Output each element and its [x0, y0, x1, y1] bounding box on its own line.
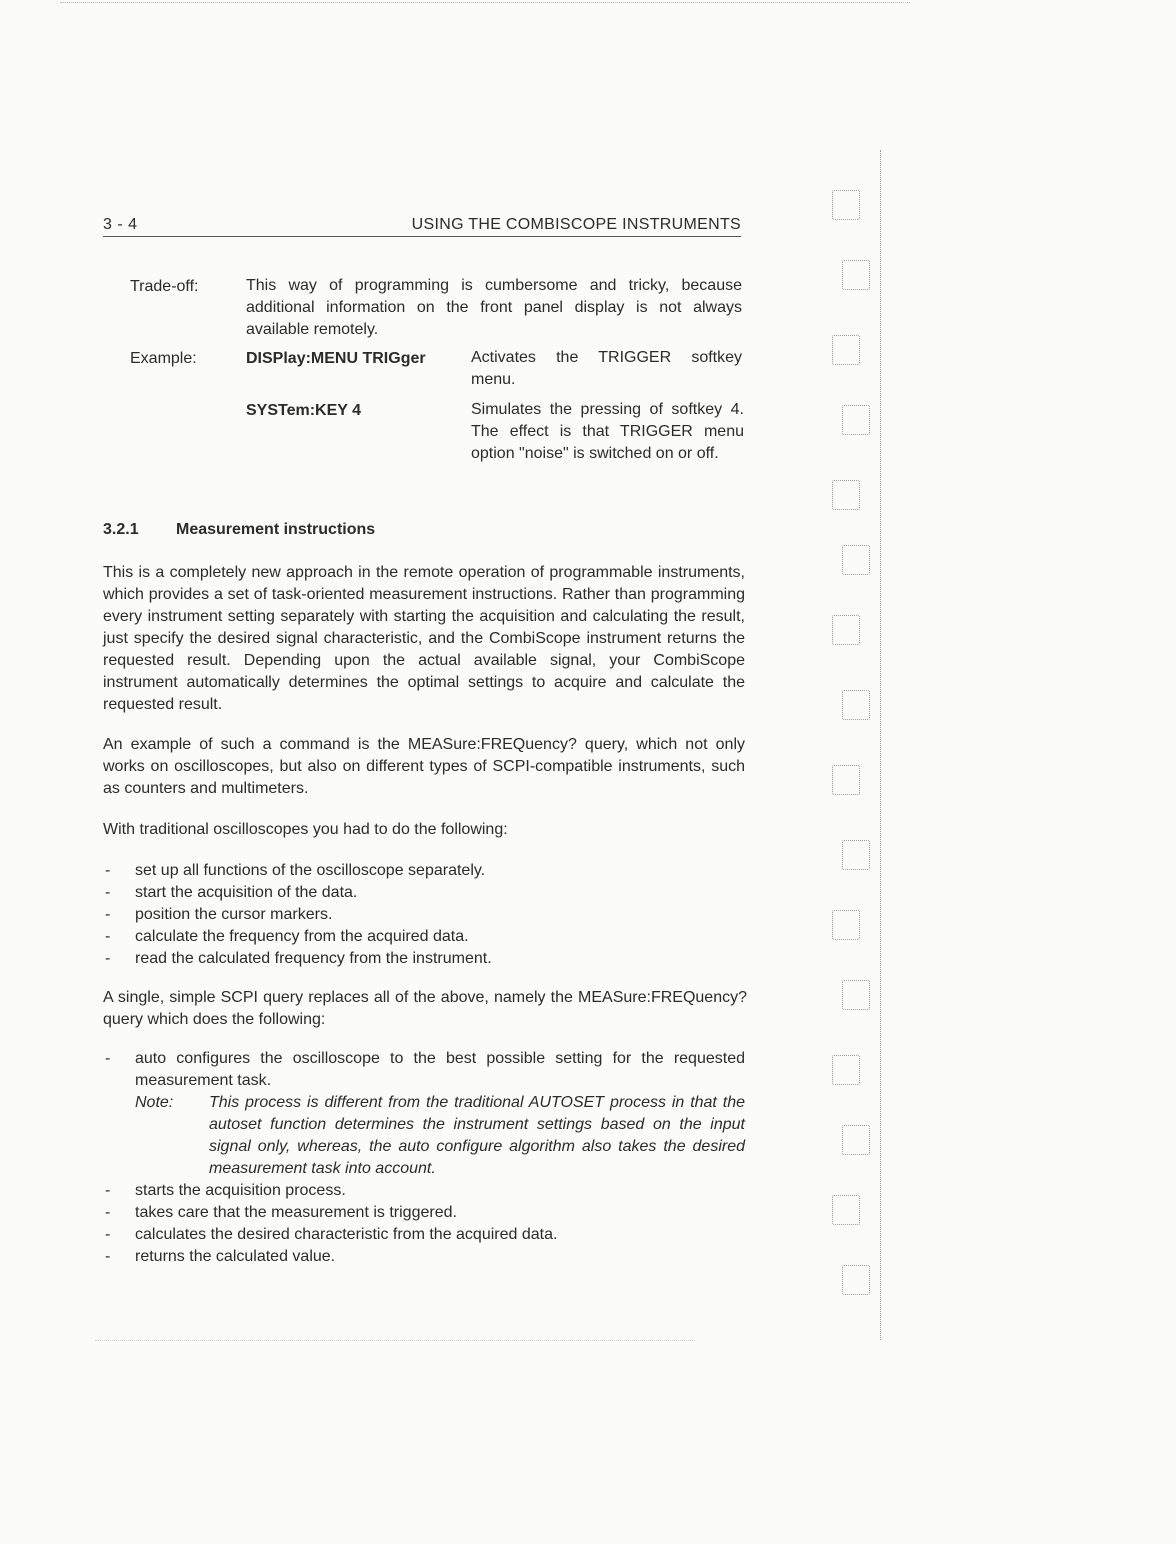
page-number: 3 - 4 — [103, 216, 138, 233]
list-item-text: auto configures the oscilloscope to the best possible setting for the requested measurement task. — [135, 1050, 745, 1089]
list-item — [103, 882, 745, 904]
tab-mark — [832, 480, 860, 510]
tab-mark — [842, 260, 870, 290]
list-item-text: set up all functions of the oscilloscope separately. — [135, 862, 486, 879]
list-item — [103, 1224, 745, 1246]
list-item — [103, 904, 745, 926]
traditional-steps-list — [103, 860, 745, 970]
list-item — [103, 926, 745, 948]
list-marker: - — [105, 1248, 111, 1265]
tab-mark — [832, 190, 860, 220]
list-item — [103, 1246, 745, 1268]
section-heading — [103, 521, 375, 539]
example-command-2: SYSTem:KEY 4 — [246, 402, 362, 419]
query-steps-list — [103, 1048, 745, 1268]
list-marker: - — [105, 928, 111, 945]
example-command-1: DISPlay:MENU TRIGger — [246, 350, 426, 367]
binder-tab-marks — [820, 150, 890, 1340]
list-marker: - — [105, 1182, 111, 1199]
tab-mark — [842, 980, 870, 1010]
running-header — [103, 216, 741, 237]
list-marker: - — [105, 862, 111, 879]
scan-top-edge — [60, 2, 910, 3]
replaces-paragraph: A single, simple SCPI query replaces all of the above, namely the MEASure:FREQuency? query which does the following: — [103, 989, 747, 1028]
list-item-text: takes care that the measurement is triggered. — [135, 1204, 457, 1221]
list-marker: - — [105, 906, 111, 923]
tab-mark — [832, 765, 860, 795]
tab-edge-line — [880, 150, 881, 1340]
tab-mark — [842, 545, 870, 575]
example-description-1: Activates the TRIGGER softkey menu. — [471, 349, 742, 388]
list-item — [103, 1202, 745, 1224]
tab-mark — [842, 840, 870, 870]
note — [135, 1092, 745, 1180]
list-item — [103, 1180, 745, 1202]
list-item-text: calculates the desired characteristic from the acquired data. — [135, 1226, 558, 1243]
tab-mark — [832, 910, 860, 940]
list-marker: - — [105, 1226, 111, 1243]
tab-mark — [842, 1125, 870, 1155]
tradeoff-text: This way of programming is cumbersome and tricky, because additional information on the front panel display is not always available remotely. — [246, 277, 742, 338]
tab-mark — [832, 615, 860, 645]
list-item — [103, 1048, 745, 1180]
section-title: Measurement instructions — [176, 521, 376, 538]
list-item — [103, 860, 745, 882]
list-item-text: read the calculated frequency from the instrument. — [135, 950, 492, 967]
example-description-2: Simulates the pressing of softkey 4. The effect is that TRIGGER menu option "noise" is switched on or off. — [471, 401, 744, 462]
tab-mark — [842, 690, 870, 720]
intro-paragraph: This is a completely new approach in the remote operation of programmable instruments, which provides a set of task-oriented measurement instructions. Rather than programming every instrument setting separately with starting the acquisition and calculating the result, just specify the desired signal characteristic, and the CombiScope instrument returns the requested result. Depending upon the actual available signal, your CombiScope instrument automatically determines the optimal settings to acquire and calculate the requested result. — [103, 564, 745, 713]
section-number: 3.2.1 — [103, 521, 139, 538]
example-paragraph: An example of such a command is the MEASure:FREQuency? query, which not only works on oscilloscopes, but also on different types of SCPI-compatible instruments, such as counters and multimeters. — [103, 736, 745, 797]
list-marker: - — [105, 950, 111, 967]
tab-mark — [832, 335, 860, 365]
list-item-text: returns the calculated value. — [135, 1248, 336, 1265]
list-item-text: calculate the frequency from the acquired data. — [135, 928, 469, 945]
traditional-paragraph: With traditional oscilloscopes you had to do the following: — [103, 821, 508, 838]
tab-mark — [832, 1055, 860, 1085]
list-item-text: starts the acquisition process. — [135, 1182, 346, 1199]
list-marker: - — [105, 1204, 111, 1221]
list-item-text: position the cursor markers. — [135, 906, 333, 923]
example-label: Example: — [130, 350, 197, 367]
tab-mark — [842, 405, 870, 435]
tab-mark — [842, 1265, 870, 1295]
header-title: USING THE COMBISCOPE INSTRUMENTS — [411, 216, 741, 233]
list-marker: - — [105, 884, 111, 901]
tradeoff-label: Trade-off: — [130, 278, 199, 295]
note-text: This process is different from the traditional AUTOSET process in that the autoset function determines the instrument settings based on the input signal only, whereas, the auto configure algorithm also takes the desired measurement task into account. — [209, 1094, 745, 1177]
tab-mark — [832, 1195, 860, 1225]
list-item — [103, 948, 745, 970]
note-label: Note: — [135, 1094, 174, 1111]
scan-bottom-edge — [95, 1340, 695, 1341]
list-marker: - — [105, 1050, 111, 1067]
list-item-text: start the acquisition of the data. — [135, 884, 358, 901]
